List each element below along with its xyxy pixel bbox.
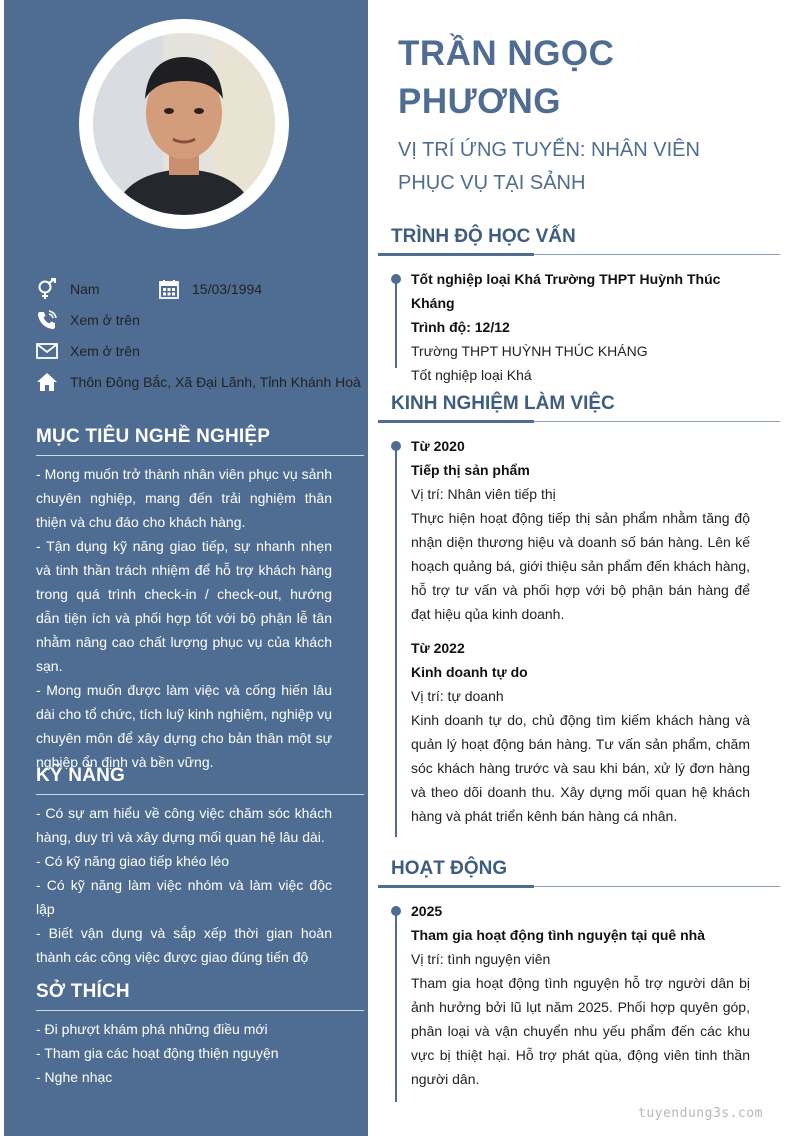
objective-heading: MỤC TIÊU NGHỀ NGHIỆP [36, 426, 271, 447]
skill-item: - Có kỹ năng làm việc nhóm và làm việc độc lập [36, 877, 332, 917]
hobby-item: - Tham gia các hoạt động thiện nguyện [36, 1045, 279, 1061]
watermark: tuyendung3s.com [638, 1106, 763, 1121]
hobbies-list [36, 1017, 332, 1089]
position-line: PHỤC VỤ TẠI SẢNH [398, 172, 586, 194]
gender-row [36, 278, 100, 300]
experience-accent-bar [378, 420, 534, 423]
address-text: Thôn Đông Bắc, Xã Đại Lãnh, Tỉnh Khánh Hoà [70, 374, 361, 390]
skills-divider [36, 794, 364, 795]
objective-paragraph: - Mong muốn được làm việc và cống hiến lâu dài cho tổ chức, tích luỹ kinh nghiệm, nghiệp vụ chuyên môn để xây dựng cho bản thân một sự nghiệp ổn định và bền vững. [36, 682, 332, 770]
email-text: Xem ở trên [70, 343, 140, 359]
experience-timeline-dot [391, 441, 401, 451]
experience-entry [411, 434, 750, 626]
experience-company: Tiếp thị sản phẩm [411, 462, 530, 478]
education-timeline-line [395, 274, 397, 368]
experience-period: Từ 2020 [411, 438, 465, 454]
avatar-frame [79, 19, 289, 229]
activity-description: Tham gia hoạt động tình nguyện hỗ trợ người dân bị ảnh hưởng bởi lũ lụt năm 2025. Phối hợp quyên góp, phân loại và vận chuyển nhu yếu phẩm đến các khu vực bị thiệt hại. Hỗ trợ phát qùa, động viên tinh thần người dân. [411, 975, 750, 1087]
birthdate-text: 15/03/1994 [192, 281, 263, 297]
candidate-name [398, 30, 778, 126]
activities-accent-bar [378, 885, 534, 888]
activities-timeline-dot [391, 906, 401, 916]
hobby-item: - Nghe nhạc [36, 1069, 113, 1085]
phone-icon [36, 309, 58, 331]
education-entry [411, 267, 750, 387]
phone-row [36, 309, 140, 331]
skills-heading: KỸ NĂNG [36, 765, 126, 786]
objective-divider [36, 455, 364, 456]
gender-icon [36, 278, 58, 300]
address-row [36, 371, 361, 393]
education-title: Tốt nghiệp loại Khá Trường THPT Huỳnh Thúc Kháng [411, 271, 721, 311]
activity-entry [411, 899, 750, 1091]
objective-paragraph: - Tận dụng kỹ năng giao tiếp, sự nhanh nhẹn và tinh thần trách nhiệm để hỗ trợ khách hàng trong quá trình check-in / check-out, hướng dẫn tiện ích và phối hợp tốt với bộ phận lễ tân nhằm nâng cao chất lượng phục vụ của khách sạn. [36, 538, 332, 674]
birthdate-row [158, 278, 262, 300]
education-accent-bar [378, 253, 534, 256]
avatar-portrait [93, 33, 275, 215]
education-heading: TRÌNH ĐỘ HỌC VẤN [391, 226, 576, 247]
activities-timeline-line [395, 906, 397, 1102]
avatar [93, 33, 275, 215]
experience-heading: KINH NGHIỆM LÀM VIỆC [391, 393, 615, 414]
education-timeline-dot [391, 274, 401, 284]
activity-year: 2025 [411, 903, 443, 919]
skill-item: - Có sự am hiểu về công việc chăm sóc khách hàng, duy trì và xây dựng mối quan hệ lâu dài. [36, 805, 332, 845]
applied-position [398, 134, 778, 200]
calendar-icon [158, 278, 180, 300]
gender-text: Nam [70, 281, 100, 297]
skill-item: - Biết vận dụng và sắp xếp thời gian hoàn thành các công việc được giao đúng tiến độ [36, 925, 332, 965]
experience-timeline-line [395, 441, 397, 837]
objective-paragraph: - Mong muốn trở thành nhân viên phục vụ sảnh chuyên nghiệp, mang đến trải nghiệm thân thiện và chu đáo cho khách hàng. [36, 466, 332, 530]
experience-role: Vị trí: Nhân viên tiếp thị [411, 486, 556, 502]
email-icon [36, 340, 58, 362]
objective-text [36, 462, 332, 774]
experience-role: Vị trí: tự doanh [411, 688, 504, 704]
hobbies-heading: SỞ THÍCH [36, 981, 130, 1002]
education-result: Tốt nghiệp loại Khá [411, 367, 532, 383]
hobby-item: - Đi phượt khám phá những điều mới [36, 1021, 268, 1037]
email-row [36, 340, 140, 362]
position-line: VỊ TRÍ ỨNG TUYỂN: NHÂN VIÊN [398, 139, 700, 161]
education-level: Trình độ: 12/12 [411, 319, 510, 335]
name-line: PHƯƠNG [398, 82, 562, 121]
name-line: TRẦN NGỌC [398, 34, 615, 73]
phone-text: Xem ở trên [70, 312, 140, 328]
skills-list [36, 801, 332, 969]
experience-period: Từ 2022 [411, 640, 465, 656]
education-school: Trường THPT HUỲNH THÚC KHÁNG [411, 343, 648, 359]
activities-heading: HOẠT ĐỘNG [391, 858, 508, 879]
experience-company: Kinh doanh tự do [411, 664, 528, 680]
hobbies-divider [36, 1010, 364, 1011]
activity-role: Vị trí: tình nguyện viên [411, 951, 551, 967]
home-icon [36, 371, 58, 393]
experience-entry [411, 636, 750, 828]
activity-title: Tham gia hoạt động tình nguyện tại quê nhà [411, 927, 705, 943]
skill-item: - Có kỹ năng giao tiếp khéo léo [36, 853, 230, 869]
experience-description: Thực hiện hoạt động tiếp thị sản phẩm nhằm tăng độ nhận diện thương hiệu và doanh số bán hàng. Lên kế hoạch quảng bá, giới thiệu sản phẩm đến khách hàng, hỗ trợ tư vấn và phối hợp với bộ phận bán hàng để đạt hiệu qủa kinh doanh. [411, 510, 750, 622]
experience-description: Kinh doanh tự do, chủ động tìm kiếm khách hàng và quản lý hoạt động bán hàng. Tư vấn sản phẩm, chăm sóc khách hàng trước và sau khi bán, xử lý đơn hàng và theo dõi doanh thu. Xây dựng mối quan hệ khách hàng và phát triển kênh bán hàng cá nhân. [411, 712, 750, 824]
